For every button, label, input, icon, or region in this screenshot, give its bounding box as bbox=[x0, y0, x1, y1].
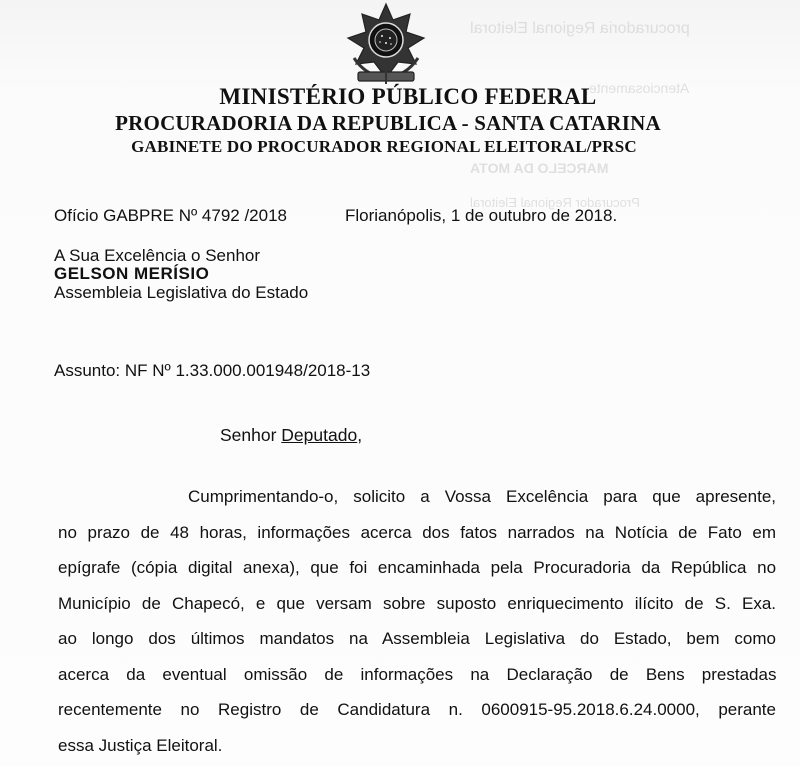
body-line: epígrafe (cópia digital anexa), que foi encaminhada pela Procuradoria da República no bbox=[58, 558, 777, 577]
body-paragraph bbox=[58, 479, 776, 763]
bleed-through-text: Procurador Regional Eleitoral bbox=[470, 195, 640, 210]
addressee-salutation: A Sua Excelência o Senhor bbox=[54, 246, 261, 265]
body-line: recentemente no Registro de Candidatura n. 0600915-95.2018.6.24.0000, perante bbox=[58, 700, 776, 719]
subject-line: Assunto: NF Nº 1.33.000.001948/2018-13 bbox=[54, 361, 371, 380]
addressee-institution: Assembleia Legislativa do Estado bbox=[54, 283, 309, 302]
body-line: ao longo dos últimos mandatos na Assembleia Legislativa do Estado, bem como bbox=[58, 629, 776, 648]
greeting-prefix: Senhor bbox=[220, 425, 282, 445]
addressee-name: GELSON MERÍSIO bbox=[54, 264, 210, 283]
bleed-through-text: MARCELO DA MOTA bbox=[470, 160, 609, 176]
place-and-date: Florianópolis, 1 de outubro de 2018. bbox=[345, 206, 618, 225]
oficio-number: Ofício GABPRE Nº 4792 /2018 bbox=[54, 206, 287, 225]
letterhead-gabinete: GABINETE DO PROCURADOR REGIONAL ELEITORAL/PRSC bbox=[131, 137, 637, 156]
body-line: Município de Chapecó, e que versam sobre suposto enriquecimento ilícito de S. Exa. bbox=[58, 593, 776, 613]
body-line: no prazo de 48 horas, informações acerca dos fatos narrados na Notícia de Fato em bbox=[58, 522, 776, 542]
bleed-through-text: procuradoria Regional Eleitoral bbox=[470, 20, 690, 37]
brasao-seal-icon bbox=[346, 2, 426, 86]
letterhead-ministry: MINISTÉRIO PÚBLICO FEDERAL bbox=[219, 84, 597, 109]
body-line: acerca da eventual omissão de informações na Declaração de Bens prestadas bbox=[58, 664, 777, 684]
body-line: Cumprimentando-o, solicito a Vossa Excelência para que apresente, bbox=[188, 487, 776, 506]
greeting-title: Deputado bbox=[281, 425, 358, 445]
greeting bbox=[220, 425, 362, 446]
bleed-through-text: Atenciosamente, bbox=[585, 80, 690, 96]
letterhead-procuradoria: PROCURADORIA DA REPUBLICA - SANTA CATARINA bbox=[115, 111, 661, 135]
greeting-suffix: , bbox=[357, 425, 363, 445]
body-line: essa Justiça Eleitoral. bbox=[58, 735, 223, 755]
